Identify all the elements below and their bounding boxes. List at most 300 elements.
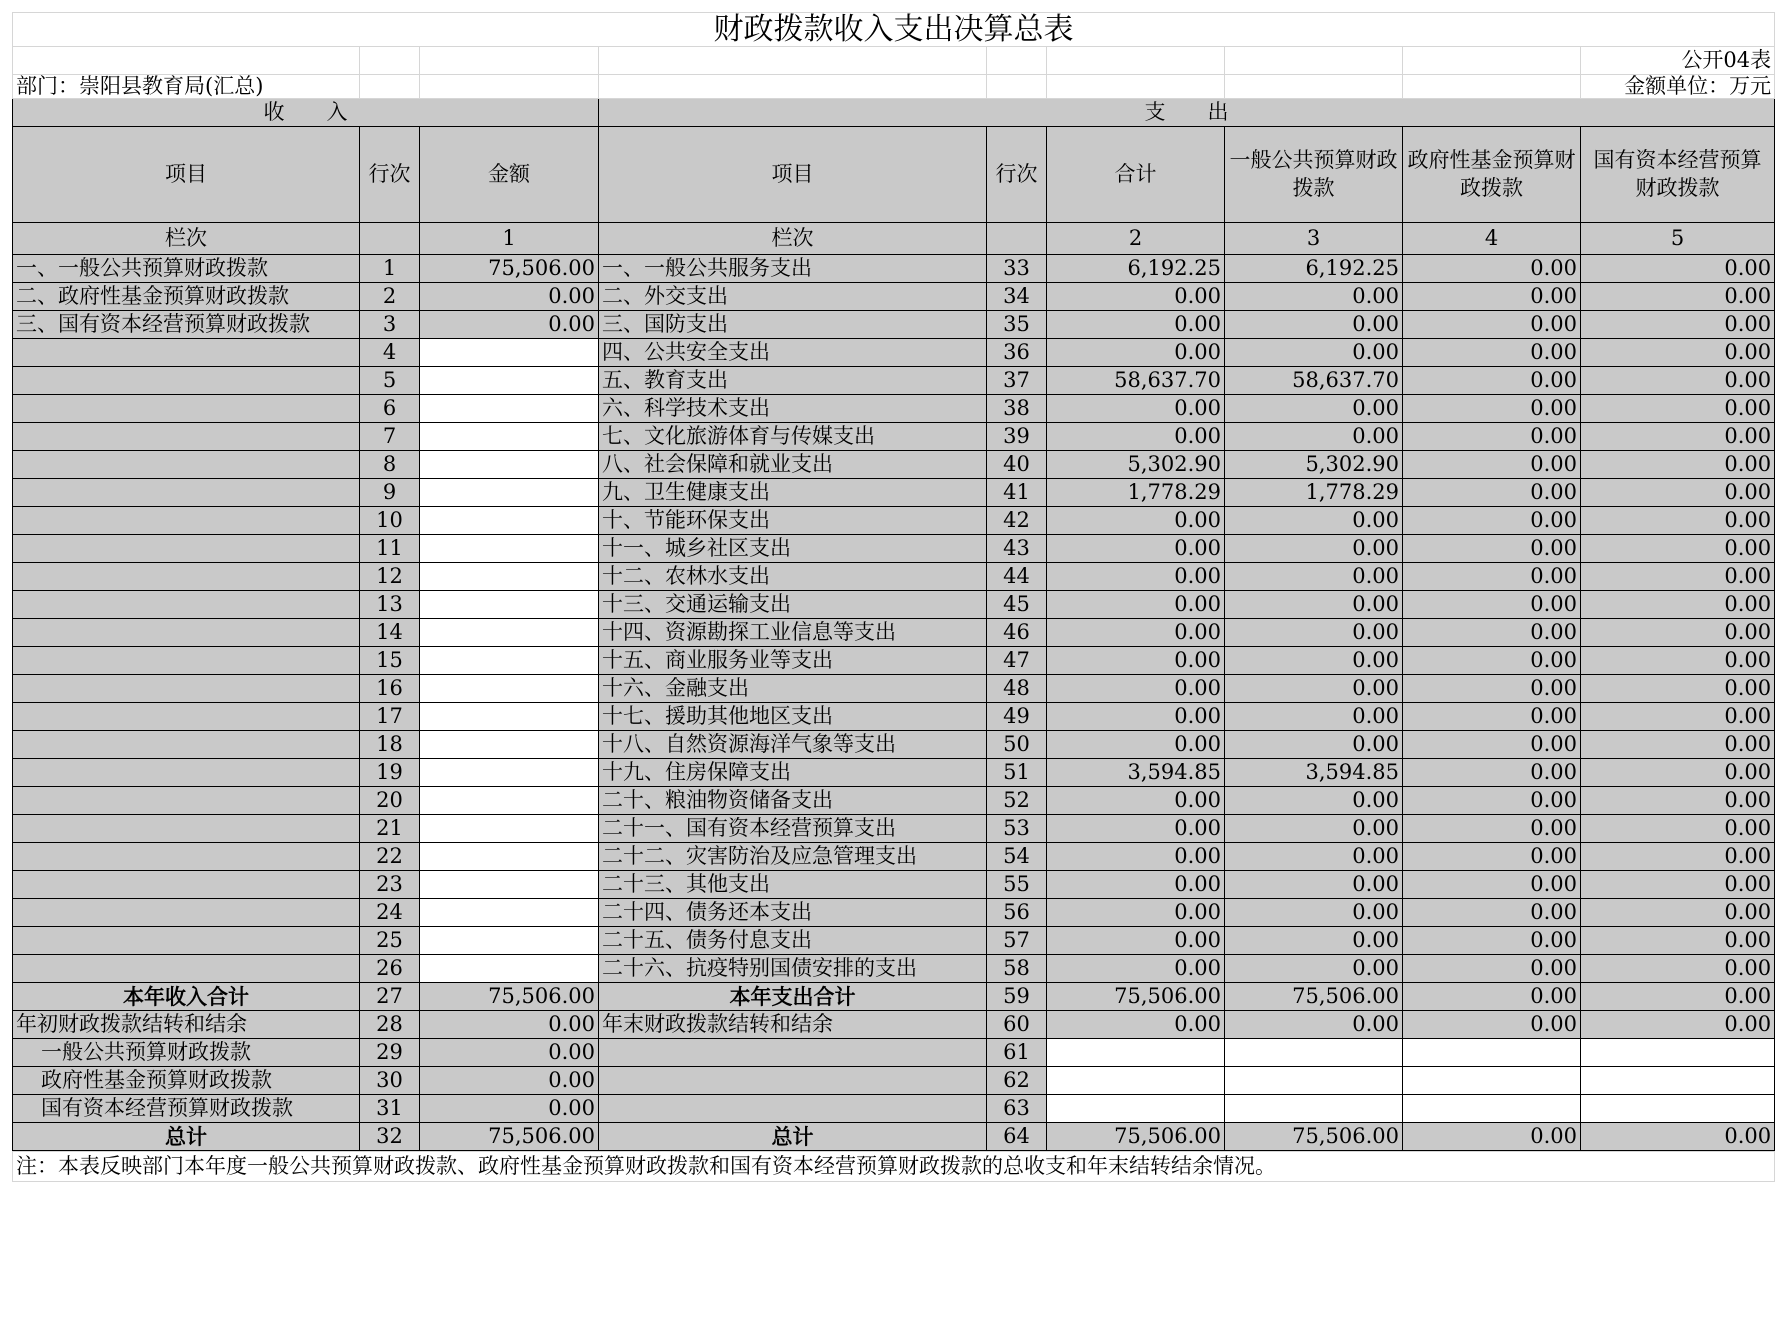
carryover-row — [13, 1067, 1775, 1095]
table-row — [13, 283, 1775, 311]
income-amount — [420, 423, 599, 451]
income-item — [13, 367, 360, 395]
expense-item: 四、公共安全支出 — [599, 339, 987, 367]
expense-row-no: 43 — [987, 535, 1047, 563]
expense-row-no: 38 — [987, 395, 1047, 423]
expense-state-capital: 0.00 — [1581, 759, 1775, 787]
expense-general-budget: 0.00 — [1225, 731, 1403, 759]
expense-row-no: 34 — [987, 283, 1047, 311]
expense-state-capital — [1581, 1039, 1775, 1067]
expense-gov-fund: 0.00 — [1403, 423, 1581, 451]
expense-row-no: 60 — [987, 1011, 1047, 1039]
table-row — [13, 955, 1775, 983]
expense-state-capital: 0.00 — [1581, 731, 1775, 759]
expense-state-capital: 0.00 — [1581, 675, 1775, 703]
expense-general-budget: 0.00 — [1225, 619, 1403, 647]
col-label-expense: 栏次 — [599, 223, 987, 255]
income-amount: 0.00 — [420, 283, 599, 311]
income-item — [13, 927, 360, 955]
expense-row-no: 35 — [987, 311, 1047, 339]
expense-row-no: 41 — [987, 479, 1047, 507]
expense-total: 75,506.00 — [1047, 1123, 1225, 1151]
income-amount — [420, 675, 599, 703]
income-row-no: 30 — [360, 1067, 420, 1095]
expense-total: 0.00 — [1047, 927, 1225, 955]
expense-total: 0.00 — [1047, 507, 1225, 535]
income-item — [13, 647, 360, 675]
expense-row-no: 36 — [987, 339, 1047, 367]
header-amount: 金额 — [420, 127, 599, 223]
expense-total: 0.00 — [1047, 703, 1225, 731]
expense-state-capital: 0.00 — [1581, 619, 1775, 647]
expense-state-capital: 0.00 — [1581, 395, 1775, 423]
expense-row-no: 59 — [987, 983, 1047, 1011]
expense-general-budget: 0.00 — [1225, 899, 1403, 927]
income-amount — [420, 563, 599, 591]
grand-total-row — [13, 1123, 1775, 1151]
table-row — [13, 339, 1775, 367]
income-item — [13, 507, 360, 535]
expense-total: 58,637.70 — [1047, 367, 1225, 395]
income-amount: 75,506.00 — [420, 1123, 599, 1151]
expense-state-capital: 0.00 — [1581, 647, 1775, 675]
expense-item: 九、卫生健康支出 — [599, 479, 987, 507]
expense-state-capital: 0.00 — [1581, 339, 1775, 367]
expense-state-capital: 0.00 — [1581, 899, 1775, 927]
table-row — [13, 731, 1775, 759]
expense-gov-fund: 0.00 — [1403, 675, 1581, 703]
income-row-no: 5 — [360, 367, 420, 395]
income-row-no: 10 — [360, 507, 420, 535]
expense-state-capital: 0.00 — [1581, 283, 1775, 311]
expense-row-no: 48 — [987, 675, 1047, 703]
col-blank-expense — [987, 223, 1047, 255]
expense-gov-fund: 0.00 — [1403, 395, 1581, 423]
table-row — [13, 815, 1775, 843]
expense-row-no: 52 — [987, 787, 1047, 815]
expense-state-capital: 0.00 — [1581, 983, 1775, 1011]
income-row-no: 32 — [360, 1123, 420, 1151]
income-item: 一般公共预算财政拨款 — [13, 1039, 360, 1067]
expense-general-budget: 0.00 — [1225, 591, 1403, 619]
expense-item: 二十二、灾害防治及应急管理支出 — [599, 843, 987, 871]
income-row-no: 20 — [360, 787, 420, 815]
expense-gov-fund: 0.00 — [1403, 339, 1581, 367]
expense-general-budget: 0.00 — [1225, 1011, 1403, 1039]
expense-general-budget: 3,594.85 — [1225, 759, 1403, 787]
expense-gov-fund: 0.00 — [1403, 479, 1581, 507]
table-row — [13, 843, 1775, 871]
expense-item: 十四、资源勘探工业信息等支出 — [599, 619, 987, 647]
income-row-no: 31 — [360, 1095, 420, 1123]
table-row — [13, 563, 1775, 591]
expense-row-no: 53 — [987, 815, 1047, 843]
income-item — [13, 451, 360, 479]
expense-gov-fund: 0.00 — [1403, 451, 1581, 479]
expense-total — [1047, 1095, 1225, 1123]
income-row-no: 23 — [360, 871, 420, 899]
expense-total: 0.00 — [1047, 619, 1225, 647]
income-amount — [420, 479, 599, 507]
expense-general-budget: 0.00 — [1225, 563, 1403, 591]
table-row — [13, 899, 1775, 927]
income-amount — [420, 787, 599, 815]
expense-gov-fund: 0.00 — [1403, 367, 1581, 395]
income-amount — [420, 367, 599, 395]
table-row — [13, 535, 1775, 563]
income-row-no: 18 — [360, 731, 420, 759]
income-row-no: 11 — [360, 535, 420, 563]
income-item — [13, 423, 360, 451]
expense-total: 0.00 — [1047, 591, 1225, 619]
income-item — [13, 815, 360, 843]
expense-row-no: 56 — [987, 899, 1047, 927]
expense-total: 0.00 — [1047, 283, 1225, 311]
expense-gov-fund — [1403, 1067, 1581, 1095]
income-row-no: 27 — [360, 983, 420, 1011]
expense-total: 0.00 — [1047, 815, 1225, 843]
expense-total: 0.00 — [1047, 339, 1225, 367]
expense-total: 0.00 — [1047, 731, 1225, 759]
expense-state-capital: 0.00 — [1581, 955, 1775, 983]
expense-total — [1047, 1067, 1225, 1095]
col-number-5: 5 — [1581, 223, 1775, 255]
income-row-no: 12 — [360, 563, 420, 591]
header-expense-row-no: 行次 — [987, 127, 1047, 223]
expense-gov-fund: 0.00 — [1403, 507, 1581, 535]
income-item — [13, 535, 360, 563]
expense-row-no: 55 — [987, 871, 1047, 899]
income-amount: 0.00 — [420, 1067, 599, 1095]
expense-general-budget: 0.00 — [1225, 675, 1403, 703]
expense-row-no: 58 — [987, 955, 1047, 983]
expense-general-budget: 0.00 — [1225, 955, 1403, 983]
income-item — [13, 395, 360, 423]
expense-item: 二十六、抗疫特别国债安排的支出 — [599, 955, 987, 983]
unit-label: 金额单位：万元 — [1581, 75, 1775, 99]
expense-general-budget: 0.00 — [1225, 843, 1403, 871]
expense-gov-fund — [1403, 1095, 1581, 1123]
department-label: 部门：崇阳县教育局(汇总) — [13, 75, 360, 99]
expense-state-capital: 0.00 — [1581, 591, 1775, 619]
expense-item: 二十四、债务还本支出 — [599, 899, 987, 927]
header-state-capital: 国有资本经营预算财政拨款 — [1581, 127, 1775, 223]
expense-total: 75,506.00 — [1047, 983, 1225, 1011]
expense-general-budget: 0.00 — [1225, 283, 1403, 311]
expense-general-budget: 0.00 — [1225, 703, 1403, 731]
carryover-row — [13, 1095, 1775, 1123]
header-income-item: 项目 — [13, 127, 360, 223]
expense-gov-fund: 0.00 — [1403, 619, 1581, 647]
expense-state-capital: 0.00 — [1581, 563, 1775, 591]
expense-gov-fund: 0.00 — [1403, 1011, 1581, 1039]
expense-state-capital: 0.00 — [1581, 423, 1775, 451]
income-amount: 75,506.00 — [420, 983, 599, 1011]
income-row-no: 7 — [360, 423, 420, 451]
expense-item: 本年支出合计 — [599, 983, 987, 1011]
col-number-2: 2 — [1047, 223, 1225, 255]
expense-gov-fund: 0.00 — [1403, 1123, 1581, 1151]
expense-state-capital: 0.00 — [1581, 1123, 1775, 1151]
income-section-header: 收 入 — [13, 99, 599, 127]
income-amount — [420, 535, 599, 563]
note-table — [12, 1151, 1775, 1182]
expense-state-capital: 0.00 — [1581, 703, 1775, 731]
expense-row-no: 50 — [987, 731, 1047, 759]
expense-item — [599, 1067, 987, 1095]
table-row — [13, 507, 1775, 535]
col-label-income: 栏次 — [13, 223, 360, 255]
table-row — [13, 367, 1775, 395]
col-number-1: 1 — [420, 223, 599, 255]
income-row-no: 6 — [360, 395, 420, 423]
expense-general-budget: 0.00 — [1225, 871, 1403, 899]
expense-item: 十五、商业服务业等支出 — [599, 647, 987, 675]
income-row-no: 15 — [360, 647, 420, 675]
expense-total — [1047, 1039, 1225, 1067]
header-expense-item: 项目 — [599, 127, 987, 223]
income-amount — [420, 927, 599, 955]
expense-row-no: 49 — [987, 703, 1047, 731]
expense-gov-fund: 0.00 — [1403, 815, 1581, 843]
expense-general-budget: 0.00 — [1225, 535, 1403, 563]
expense-total: 0.00 — [1047, 647, 1225, 675]
income-item — [13, 703, 360, 731]
expense-general-budget — [1225, 1039, 1403, 1067]
expense-row-no: 42 — [987, 507, 1047, 535]
expense-item: 七、文化旅游体育与传媒支出 — [599, 423, 987, 451]
expense-state-capital: 0.00 — [1581, 507, 1775, 535]
fiscal-table — [12, 12, 1775, 1151]
expense-general-budget — [1225, 1095, 1403, 1123]
expense-row-no: 63 — [987, 1095, 1047, 1123]
expense-total: 0.00 — [1047, 563, 1225, 591]
expense-state-capital: 0.00 — [1581, 1011, 1775, 1039]
expense-state-capital: 0.00 — [1581, 535, 1775, 563]
expense-row-no: 51 — [987, 759, 1047, 787]
income-item: 本年收入合计 — [13, 983, 360, 1011]
header-total: 合计 — [1047, 127, 1225, 223]
income-amount — [420, 815, 599, 843]
expense-general-budget: 0.00 — [1225, 311, 1403, 339]
expense-section-header: 支 出 — [599, 99, 1775, 127]
expense-gov-fund: 0.00 — [1403, 899, 1581, 927]
expense-state-capital: 0.00 — [1581, 871, 1775, 899]
expense-row-no: 46 — [987, 619, 1047, 647]
income-row-no: 28 — [360, 1011, 420, 1039]
income-amount — [420, 731, 599, 759]
income-item: 一、一般公共预算财政拨款 — [13, 255, 360, 283]
income-amount — [420, 395, 599, 423]
expense-total: 0.00 — [1047, 843, 1225, 871]
income-amount — [420, 955, 599, 983]
expense-item: 总计 — [599, 1123, 987, 1151]
expense-gov-fund: 0.00 — [1403, 983, 1581, 1011]
expense-total: 0.00 — [1047, 311, 1225, 339]
income-item — [13, 759, 360, 787]
expense-gov-fund: 0.00 — [1403, 563, 1581, 591]
expense-state-capital: 0.00 — [1581, 451, 1775, 479]
income-item — [13, 731, 360, 759]
expense-item: 年末财政拨款结转和结余 — [599, 1011, 987, 1039]
expense-gov-fund: 0.00 — [1403, 535, 1581, 563]
table-row — [13, 451, 1775, 479]
col-number-3: 3 — [1225, 223, 1403, 255]
expense-gov-fund: 0.00 — [1403, 255, 1581, 283]
income-item — [13, 787, 360, 815]
expense-total: 6,192.25 — [1047, 255, 1225, 283]
expense-gov-fund — [1403, 1039, 1581, 1067]
expense-total: 0.00 — [1047, 1011, 1225, 1039]
income-item — [13, 479, 360, 507]
income-item: 总计 — [13, 1123, 360, 1151]
table-row — [13, 675, 1775, 703]
expense-state-capital: 0.00 — [1581, 311, 1775, 339]
expense-gov-fund: 0.00 — [1403, 591, 1581, 619]
income-row-no: 21 — [360, 815, 420, 843]
expense-general-budget: 1,778.29 — [1225, 479, 1403, 507]
income-row-no: 14 — [360, 619, 420, 647]
year-total-row — [13, 983, 1775, 1011]
page-title: 财政拨款收入支出决算总表 — [13, 13, 1775, 47]
income-row-no: 22 — [360, 843, 420, 871]
income-item — [13, 899, 360, 927]
income-row-no: 19 — [360, 759, 420, 787]
expense-state-capital: 0.00 — [1581, 815, 1775, 843]
expense-gov-fund: 0.00 — [1403, 703, 1581, 731]
income-amount — [420, 759, 599, 787]
expense-total: 0.00 — [1047, 955, 1225, 983]
table-row — [13, 871, 1775, 899]
expense-gov-fund: 0.00 — [1403, 871, 1581, 899]
table-row — [13, 479, 1775, 507]
expense-item: 二十、粮油物资储备支出 — [599, 787, 987, 815]
expense-item — [599, 1039, 987, 1067]
income-item: 年初财政拨款结转和结余 — [13, 1011, 360, 1039]
income-item: 二、政府性基金预算财政拨款 — [13, 283, 360, 311]
expense-general-budget: 0.00 — [1225, 815, 1403, 843]
income-row-no: 24 — [360, 899, 420, 927]
expense-total: 0.00 — [1047, 395, 1225, 423]
expense-gov-fund: 0.00 — [1403, 311, 1581, 339]
income-item: 三、国有资本经营预算财政拨款 — [13, 311, 360, 339]
income-row-no: 17 — [360, 703, 420, 731]
expense-item: 五、教育支出 — [599, 367, 987, 395]
expense-total: 0.00 — [1047, 675, 1225, 703]
expense-gov-fund: 0.00 — [1403, 787, 1581, 815]
expense-item: 十三、交通运输支出 — [599, 591, 987, 619]
income-row-no: 16 — [360, 675, 420, 703]
income-amount: 0.00 — [420, 1039, 599, 1067]
expense-general-budget: 5,302.90 — [1225, 451, 1403, 479]
income-amount — [420, 703, 599, 731]
expense-row-no: 47 — [987, 647, 1047, 675]
expense-item: 三、国防支出 — [599, 311, 987, 339]
expense-general-budget: 0.00 — [1225, 787, 1403, 815]
income-row-no: 8 — [360, 451, 420, 479]
income-item — [13, 619, 360, 647]
fiscal-appropriation-sheet — [12, 12, 1774, 1182]
income-row-no: 9 — [360, 479, 420, 507]
income-row-no: 4 — [360, 339, 420, 367]
form-number: 公开04表 — [1581, 47, 1775, 75]
carryover-row — [13, 1011, 1775, 1039]
income-item — [13, 675, 360, 703]
income-item: 国有资本经营预算财政拨款 — [13, 1095, 360, 1123]
table-row — [13, 255, 1775, 283]
table-row — [13, 423, 1775, 451]
income-amount: 0.00 — [420, 1095, 599, 1123]
expense-state-capital — [1581, 1095, 1775, 1123]
income-amount — [420, 591, 599, 619]
expense-row-no: 61 — [987, 1039, 1047, 1067]
income-amount — [420, 871, 599, 899]
income-amount: 0.00 — [420, 311, 599, 339]
expense-item: 二十一、国有资本经营预算支出 — [599, 815, 987, 843]
income-item: 政府性基金预算财政拨款 — [13, 1067, 360, 1095]
income-row-no: 29 — [360, 1039, 420, 1067]
header-gov-fund: 政府性基金预算财政拨款 — [1403, 127, 1581, 223]
income-item — [13, 563, 360, 591]
expense-row-no: 57 — [987, 927, 1047, 955]
expense-general-budget: 0.00 — [1225, 395, 1403, 423]
income-row-no: 25 — [360, 927, 420, 955]
expense-item: 六、科学技术支出 — [599, 395, 987, 423]
income-amount — [420, 899, 599, 927]
expense-item: 二十五、债务付息支出 — [599, 927, 987, 955]
expense-state-capital: 0.00 — [1581, 367, 1775, 395]
expense-general-budget: 0.00 — [1225, 507, 1403, 535]
expense-item: 十九、住房保障支出 — [599, 759, 987, 787]
income-amount — [420, 339, 599, 367]
expense-row-no: 33 — [987, 255, 1047, 283]
income-amount — [420, 647, 599, 675]
expense-general-budget: 0.00 — [1225, 647, 1403, 675]
expense-gov-fund: 0.00 — [1403, 927, 1581, 955]
expense-state-capital: 0.00 — [1581, 787, 1775, 815]
expense-item: 十七、援助其他地区支出 — [599, 703, 987, 731]
expense-gov-fund: 0.00 — [1403, 759, 1581, 787]
expense-total: 0.00 — [1047, 899, 1225, 927]
expense-gov-fund: 0.00 — [1403, 731, 1581, 759]
expense-row-no: 37 — [987, 367, 1047, 395]
carryover-row — [13, 1039, 1775, 1067]
table-row — [13, 787, 1775, 815]
income-item — [13, 955, 360, 983]
expense-gov-fund: 0.00 — [1403, 843, 1581, 871]
col-blank-income — [360, 223, 420, 255]
footnote: 注：本表反映部门本年度一般公共预算财政拨款、政府性基金预算财政拨款和国有资本经营预算财政拨款的总收支和年末结转结余情况。 — [13, 1152, 1775, 1182]
expense-total: 5,302.90 — [1047, 451, 1225, 479]
col-number-4: 4 — [1403, 223, 1581, 255]
income-amount — [420, 619, 599, 647]
table-row — [13, 927, 1775, 955]
income-item — [13, 339, 360, 367]
expense-item: 十、节能环保支出 — [599, 507, 987, 535]
expense-row-no: 64 — [987, 1123, 1047, 1151]
expense-total: 0.00 — [1047, 423, 1225, 451]
income-row-no: 3 — [360, 311, 420, 339]
income-amount — [420, 507, 599, 535]
income-item — [13, 843, 360, 871]
expense-total: 0.00 — [1047, 871, 1225, 899]
expense-item: 十一、城乡社区支出 — [599, 535, 987, 563]
table-row — [13, 311, 1775, 339]
income-item — [13, 591, 360, 619]
expense-total: 1,778.29 — [1047, 479, 1225, 507]
expense-item — [599, 1095, 987, 1123]
expense-gov-fund: 0.00 — [1403, 955, 1581, 983]
